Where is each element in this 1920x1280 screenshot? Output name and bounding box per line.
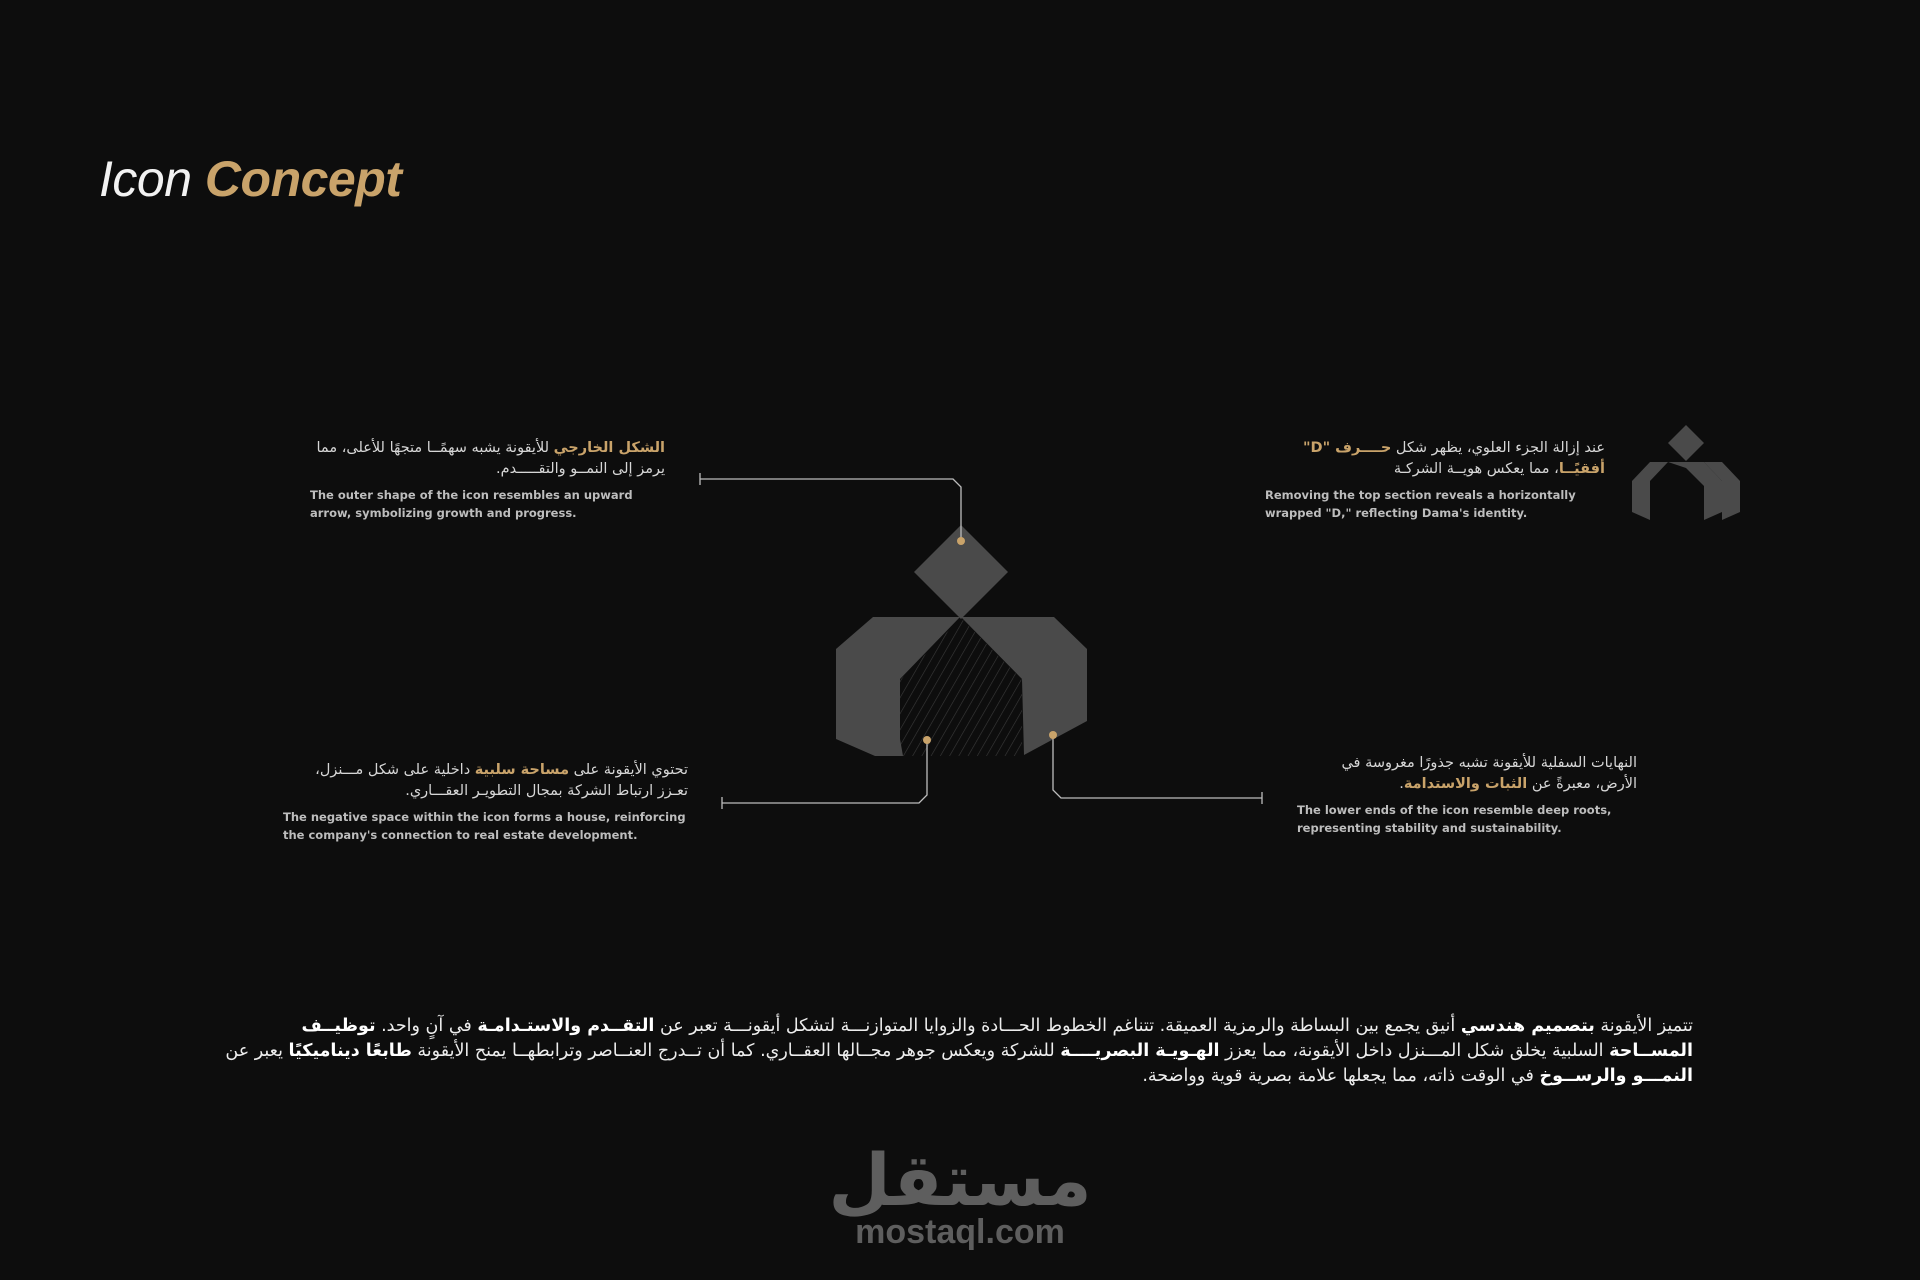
page-title: Icon Concept [99,151,402,207]
annotation-en: Removing the top section reveals a horizontally wrapped "D," reflecting Dama's identity. [1265,488,1576,520]
annotation-top-left [310,438,665,522]
annotation-bottom-right [1297,753,1637,837]
mostaql-watermark [820,1138,1100,1250]
description-paragraph: تتميز الأيقونة بتصميم هندسي أنيق يجمع بين البساطة والرمزية العميقة. تتناغم الخطوط الحـــادة والزوايا المتوازنـــة لتشكل أيقونـــة تعبر عن التقــدم والاستـدامـة في آنٍ واحد. توظيــف المســاحة السلبية يخلق شكل المـــنزل داخل الأيقونة، مما يعزز الهـويـة البصريــــة للشركة ويعكس جوهر مجــالها العقــاري. كما أن تــدرج العنــاصر وترابطهــا يمنح الأيقونة طابعًا ديناميكيًا يعبر عن النمـــو والرســوخ في الوقت ذاته، مما يجعلها علامة بصرية قوية وواضحة. [225,1016,1693,1086]
watermark-ar: مستقل [828,1138,1092,1222]
annotation-ar: عند إزالة الجزء العلوي، يظهر شكل حــــرف "D" أفقيًــا، مما يعكس هويــة الشركـة [1302,440,1605,477]
annotation-en: The lower ends of the icon resemble deep roots, representing stability and sustainability. [1297,803,1612,835]
annotation-ar: النهايات السفلية للأيقونة تشبه جذورًا مغروسة في الأرض، معبرةً عن الثبات والاستدامة. [1341,755,1637,792]
connector-dot-top [957,537,965,545]
connector-dot-house [923,736,931,744]
annotation-bottom-left [283,760,688,844]
annotation-en: The negative space within the icon forms a house, reinforcing the company's connection to real estate development. [283,810,686,842]
connector-bottom-right [1053,735,1262,798]
annotation-ar: الشكل الخارجي للأيقونة يشبه سهمًــا متجهًا للأعلى، مما يرمز إلى النمــو والتقـــــدم. [316,440,665,477]
connector-top [700,479,961,540]
connector-dot-root [1049,731,1057,739]
watermark-en: mostaql.com [855,1213,1065,1251]
annotation-ar: تحتوي الأيقونة على مساحة سلبية داخلية على شكل مـــنزل، تعـزز ارتباط الشركة بمجال التطويـر العقـــاري. [315,762,688,799]
annotation-en: The outer shape of the icon resembles an upward arrow, symbolizing growth and progress. [310,488,633,520]
annotation-top-right [1265,438,1605,522]
small-d-icon [1632,425,1740,520]
